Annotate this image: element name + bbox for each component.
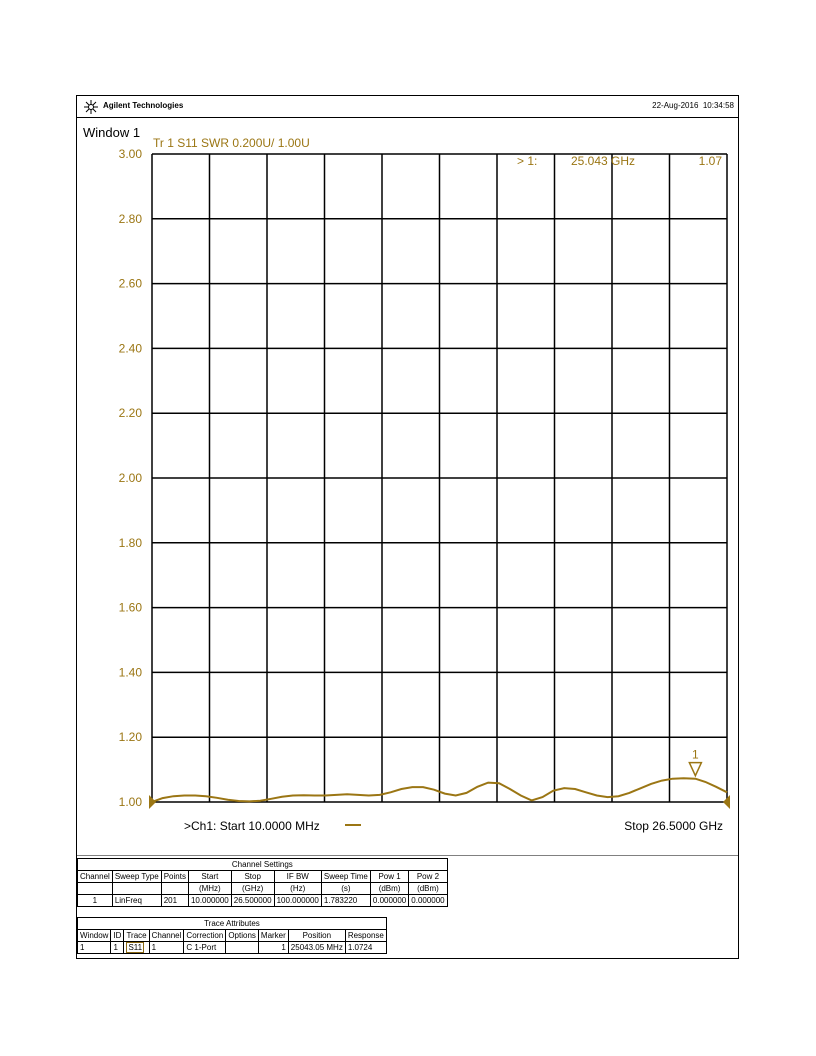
ch-header: IF BW: [274, 871, 321, 883]
start-frequency-label: >Ch1: Start 10.0000 MHz: [184, 819, 320, 833]
y-tick-label: 1.60: [118, 600, 142, 615]
tr-cell: [226, 942, 259, 954]
y-tick-label: 2.80: [118, 211, 142, 226]
ch-unit: [112, 883, 161, 895]
brand-name: Agilent Technologies: [103, 101, 184, 110]
ch-header: Pow 1: [370, 871, 408, 883]
y-tick-label: 2.60: [118, 276, 142, 291]
y-tick-label: 2.20: [118, 406, 142, 421]
tr-header: Position: [288, 930, 345, 942]
y-tick-label: 2.40: [118, 341, 142, 356]
ch-cell: LinFreq: [112, 895, 161, 907]
ch-cell: 0.000000: [409, 895, 447, 907]
tr-cell: 1: [258, 942, 288, 954]
tr-header: Correction: [184, 930, 226, 942]
ch-unit: [161, 883, 188, 895]
tr-cell: 1: [111, 942, 124, 954]
ch-header: Points: [161, 871, 188, 883]
window-title: Window 1: [83, 125, 141, 140]
stop-frequency-label: Stop 26.5000 GHz: [624, 819, 723, 833]
ch-cell: 1: [78, 895, 113, 907]
tr-header: Options: [226, 930, 259, 942]
ch-cell: 26.500000: [231, 895, 274, 907]
y-tick-label: 1.20: [118, 730, 142, 745]
print-time: 10:34:58: [702, 101, 734, 110]
ch-unit: (s): [321, 883, 370, 895]
tr-cell: 1.0724: [345, 942, 386, 954]
ch-unit: (Hz): [274, 883, 321, 895]
ch-cell: 100.000000: [274, 895, 321, 907]
ch-unit: (dBm): [370, 883, 408, 895]
marker-1: [689, 748, 701, 776]
ch-header: Sweep Type: [112, 871, 161, 883]
y-tick-label: 1.80: [118, 535, 142, 550]
ch-header: Start: [188, 871, 231, 883]
print-date: 22-Aug-2016: [652, 101, 699, 110]
y-tick-label: 2.00: [118, 471, 142, 485]
tr-cell: 1: [78, 942, 111, 954]
channel-settings-table: [77, 858, 448, 907]
tr-cell: C 1-Port: [184, 942, 226, 954]
marker-triangle: [689, 763, 701, 776]
ch-cell: 10.000000: [188, 895, 231, 907]
ch-unit: (dBm): [409, 883, 447, 895]
ch-cell: 1.783220: [321, 895, 370, 907]
marker-readout-freq: 25.043 GHz: [571, 154, 636, 168]
ch-header: Pow 2: [409, 871, 447, 883]
trace-label: Tr 1 S11 SWR 0.200U/ 1.00U: [153, 136, 310, 150]
marker-number-label: 1: [692, 747, 699, 762]
y-tick-labels: [119, 147, 143, 809]
ch-unit: (GHz): [231, 883, 274, 895]
tr-cell: 1: [149, 942, 184, 954]
ch-header: Stop: [231, 871, 274, 883]
y-tick-label: 1.40: [118, 665, 142, 680]
tr-cell: 25043.05 MHz: [288, 942, 345, 954]
trace-attributes-table: [77, 917, 387, 954]
tr-header: Trace: [124, 930, 149, 942]
tr-header: Response: [345, 930, 386, 942]
tr-header: Marker: [258, 930, 288, 942]
tr-header: Channel: [149, 930, 184, 942]
chart-grid: [152, 154, 727, 802]
channel-settings-title: Channel Settings: [78, 859, 448, 871]
marker-readout-value: 1.07: [698, 154, 722, 168]
tr-cell: [124, 942, 149, 954]
swr-chart: [77, 96, 738, 856]
ch-unit: (MHz): [188, 883, 231, 895]
trace-attributes-title: Trace Attributes: [78, 918, 387, 930]
ch-unit: [78, 883, 113, 895]
ch-header: Channel: [78, 871, 113, 883]
ch-header: Sweep Time: [321, 871, 370, 883]
ch-cell: 201: [161, 895, 188, 907]
y-tick-label: 3.00: [118, 147, 142, 161]
print-page-frame: [76, 95, 739, 959]
tr-header: ID: [111, 930, 124, 942]
marker-readout-id: > 1:: [517, 154, 538, 168]
y-tick-label: 1.00: [118, 795, 142, 809]
ch-cell: 0.000000: [370, 895, 408, 907]
tr-header: Window: [78, 930, 111, 942]
trace-id-swatch: S11: [128, 943, 143, 952]
